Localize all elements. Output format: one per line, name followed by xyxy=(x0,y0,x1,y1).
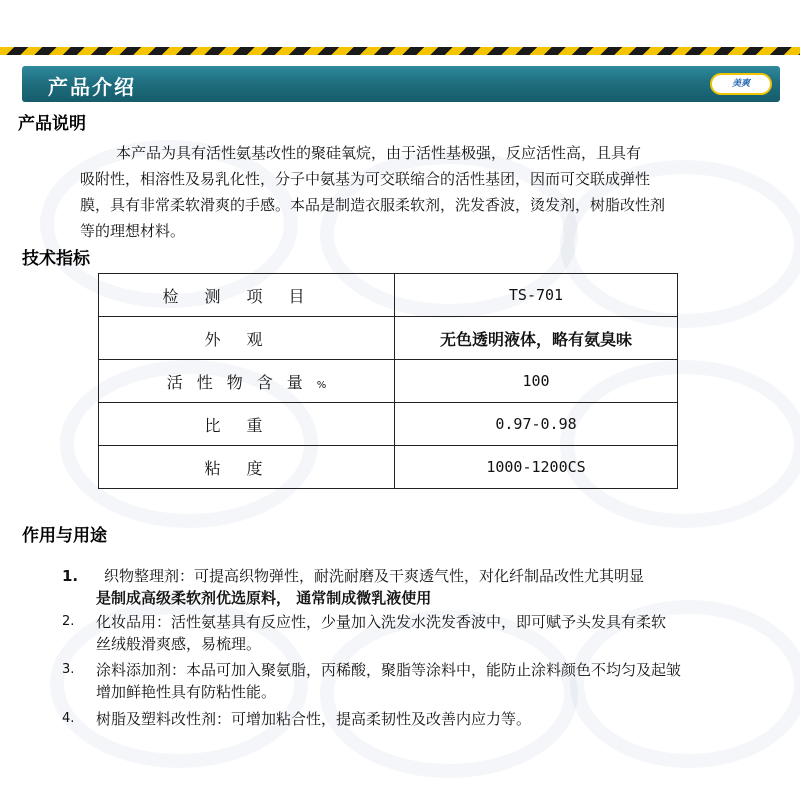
list-line: 化妆品用：活性氨基具有反应性，少量加入洗发水洗发香波中，即可赋予头发具有柔软 xyxy=(96,613,667,631)
description-line: 吸附性，相溶性及易乳化性，分子中氨基为可交联缩合的活性基团，因而可交联成弹性 xyxy=(80,170,651,188)
list-number: 1. xyxy=(62,567,79,585)
spec-value: 0.97-0.98 xyxy=(395,403,678,446)
list-line: 涂料添加剂：本品可加入聚氨脂，丙稀酸，聚脂等涂料中，能防止涂料颜色不均匀及起皱 xyxy=(96,661,682,679)
list-number: 4. xyxy=(62,711,75,726)
list-number: 2. xyxy=(62,614,75,629)
list-line: 树脂及塑料改性剂：可增加粘合性，提高柔韧性及改善内应力等。 xyxy=(96,710,532,728)
description-line: 本产品为具有活性氨基改性的聚硅氧烷，由于活性基极强，反应活性高，且具有 xyxy=(116,144,642,162)
spec-label: 检测项目 xyxy=(99,274,395,317)
list-line: 增加鲜艳性具有防粘性能。 xyxy=(96,683,277,701)
spec-value: TS-701 xyxy=(395,274,678,317)
section-banner xyxy=(22,66,780,102)
specs-heading: 技术指标 xyxy=(22,249,90,269)
list-line: 是制成高级柔软剂优选原料， 通常制成微乳液使用 xyxy=(96,589,432,607)
table-row xyxy=(99,446,678,489)
spec-label: 比重 xyxy=(99,403,395,446)
spec-value: 无色透明液体，略有氨臭味 xyxy=(395,317,678,360)
list-text xyxy=(96,659,766,703)
list-line: 丝绒般滑爽感，易梳理。 xyxy=(96,635,262,653)
spec-unit: % xyxy=(316,379,327,391)
spec-value: 100 xyxy=(395,360,678,403)
list-text xyxy=(96,708,766,730)
brand-logo: 美爽 xyxy=(710,73,772,95)
list-text xyxy=(96,611,766,655)
table-row xyxy=(99,360,678,403)
list-line: 织物整理剂：可提高织物弹性，耐洗耐磨及干爽透气性，对化纤制品改性尤其明显 xyxy=(104,567,645,585)
spec-label: 活性物含量% xyxy=(99,360,395,403)
spec-value: 1000-1200CS xyxy=(395,446,678,489)
list-number: 3. xyxy=(62,662,75,677)
table-row xyxy=(99,317,678,360)
table-row xyxy=(99,274,678,317)
description-heading: 产品说明 xyxy=(18,114,86,134)
spec-label: 外观 xyxy=(99,317,395,360)
specs-table xyxy=(98,273,678,489)
list-text xyxy=(96,565,766,609)
uses-heading: 作用与用途 xyxy=(22,526,107,546)
description-line: 膜，具有非常柔软滑爽的手感。本品是制造衣服柔软剂，洗发香波，烫发剂，树脂改性剂 xyxy=(80,196,666,214)
description-paragraph xyxy=(80,140,730,244)
spec-label: 粘度 xyxy=(99,446,395,489)
banner-title: 产品介绍 xyxy=(48,75,136,99)
hazard-stripe-divider xyxy=(0,47,800,55)
description-line: 等的理想材料。 xyxy=(80,222,186,240)
table-row xyxy=(99,403,678,446)
